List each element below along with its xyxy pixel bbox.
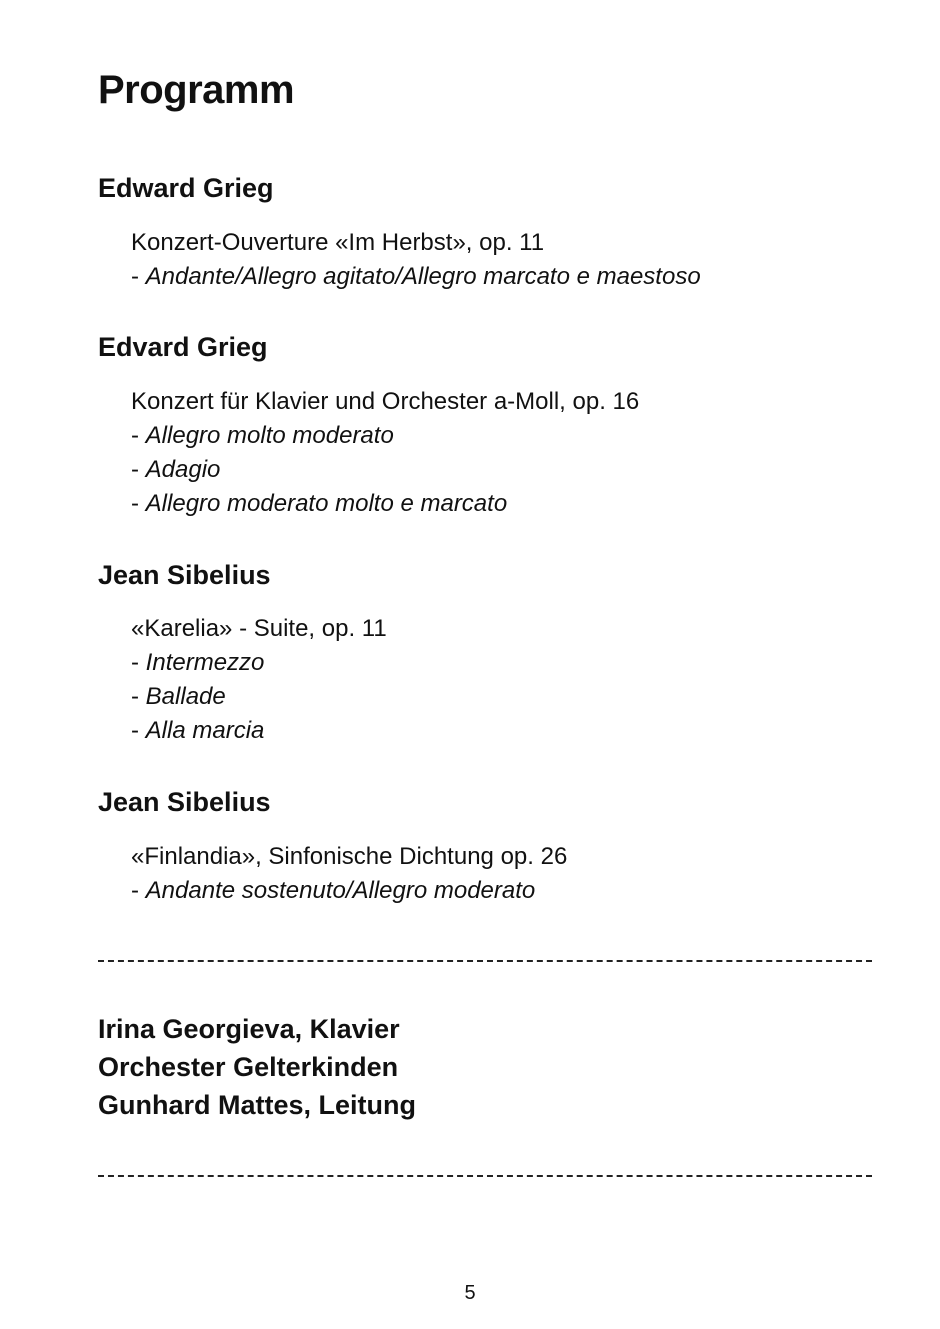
performers	[98, 1010, 416, 1124]
movement-name: Adagio	[145, 456, 221, 483]
movement-dash: -	[131, 490, 146, 517]
movement-dash: -	[131, 649, 146, 676]
movement	[131, 680, 387, 714]
movement-name: Andante/Allegro agitato/Allegro marcato e maestoso	[145, 263, 701, 290]
movement-dash: -	[131, 456, 146, 483]
movement-name: Intermezzo	[145, 649, 265, 676]
movement	[131, 714, 387, 748]
performer-conductor: Gunhard Mattes, Leitung	[98, 1090, 417, 1120]
movement	[131, 419, 639, 453]
movement-dash: -	[131, 717, 146, 744]
program-work	[131, 385, 639, 521]
movement	[131, 260, 701, 294]
composer-name: Edward Grieg	[98, 173, 274, 203]
movement-name: Allegro molto moderato	[145, 422, 394, 449]
movement-dash: -	[131, 422, 146, 449]
work-title: Konzert-Ouverture «Im Herbst», op. 11	[131, 229, 545, 256]
movement	[131, 453, 639, 487]
movement	[131, 874, 567, 908]
page-title: Programm	[98, 68, 295, 112]
movement-name: Ballade	[145, 683, 226, 710]
movement-dash: -	[131, 877, 146, 904]
performer-soloist: Irina Georgieva, Klavier	[98, 1014, 400, 1044]
program-work	[131, 226, 701, 294]
composer-name: Jean Sibelius	[98, 560, 271, 590]
work-title: «Finlandia», Sinfonische Dichtung op. 26	[131, 843, 568, 870]
performer-orchestra: Orchester Gelterkinden	[98, 1052, 399, 1082]
composer-name: Jean Sibelius	[98, 787, 271, 817]
dashed-divider	[98, 1175, 872, 1177]
program-work	[131, 612, 387, 748]
composer-name: Edvard Grieg	[98, 332, 268, 362]
program-work	[131, 840, 567, 908]
dashed-divider	[98, 960, 872, 962]
movement	[131, 487, 639, 521]
movement-dash: -	[131, 683, 146, 710]
movement-dash: -	[131, 263, 146, 290]
page-number: 5	[464, 1282, 476, 1304]
work-title: «Karelia» - Suite, op. 11	[131, 615, 387, 642]
movement-name: Allegro moderato molto e marcato	[145, 490, 508, 517]
movement-name: Alla marcia	[145, 717, 265, 744]
movement	[131, 646, 387, 680]
movement-name: Andante sostenuto/Allegro moderato	[145, 877, 536, 904]
work-title: Konzert für Klavier und Orchester a-Moll, op. 16	[131, 388, 640, 415]
